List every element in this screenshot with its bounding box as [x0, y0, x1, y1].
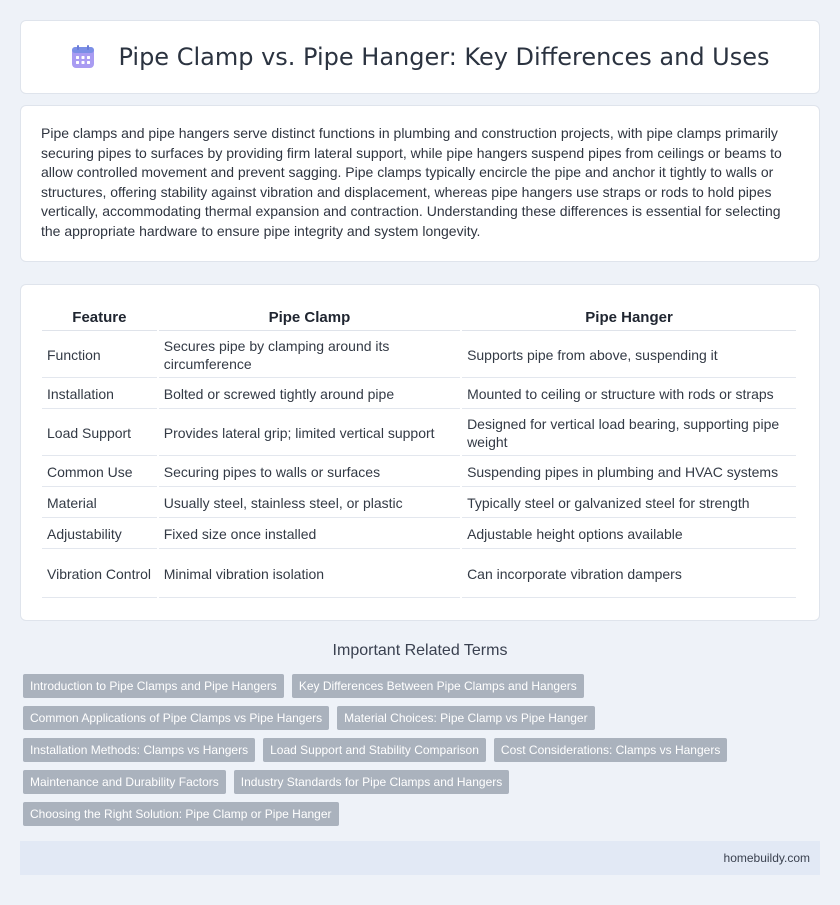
comparison-table [40, 303, 798, 600]
table-cell: Material [42, 489, 157, 518]
table-row [42, 333, 796, 378]
table-cell: Minimal vibration isolation [159, 551, 460, 598]
title-card [20, 20, 820, 94]
table-row [42, 458, 796, 487]
table-cell: Load Support [42, 411, 157, 456]
footer [20, 841, 820, 875]
related-terms-list [23, 674, 823, 834]
table-row [42, 380, 796, 409]
table-cell: Securing pipes to walls or surfaces [159, 458, 460, 487]
table-cell: Usually steel, stainless steel, or plastic [159, 489, 460, 518]
table-cell: Can incorporate vibration dampers [462, 551, 796, 598]
related-term-tag[interactable]: Common Applications of Pipe Clamps vs Pipe Hangers [23, 706, 329, 730]
table-cell: Bolted or screwed tightly around pipe [159, 380, 460, 409]
related-term-tag[interactable]: Introduction to Pipe Clamps and Pipe Hangers [23, 674, 284, 698]
header-pipe-hanger: Pipe Hanger [462, 305, 796, 331]
table-cell: Provides lateral grip; limited vertical support [159, 411, 460, 456]
table-cell: Mounted to ceiling or structure with rods or straps [462, 380, 796, 409]
header-pipe-clamp: Pipe Clamp [159, 305, 460, 331]
related-term-tag[interactable]: Choosing the Right Solution: Pipe Clamp or Pipe Hanger [23, 802, 339, 826]
table-cell: Supports pipe from above, suspending it [462, 333, 796, 378]
related-terms-title: Important Related Terms [332, 642, 508, 659]
page-title: Pipe Clamp vs. Pipe Hanger: Key Differences and Uses [118, 43, 770, 71]
related-term-tag[interactable]: Maintenance and Durability Factors [23, 770, 226, 794]
table-cell: Suspending pipes in plumbing and HVAC systems [462, 458, 796, 487]
related-term-tag[interactable]: Cost Considerations: Clamps vs Hangers [494, 738, 727, 762]
calendar-icon [70, 44, 96, 70]
table-cell: Function [42, 333, 157, 378]
table-row [42, 551, 796, 598]
header-feature: Feature [42, 305, 157, 331]
intro-paragraph: Pipe clamps and pipe hangers serve distinct functions in plumbing and construction projects, with pipe clamps primarily securing pipes to surfaces by providing firm lateral support, while pipe hangers suspend pipes from ceilings or beams to allow controlled movement and prevent sagging. Pipe clamps typically encircle the pipe and anchor it tightly to walls or structures, offering stability against vibration and displacement, whereas pipe hangers use straps or rods to hold pipes vertically, accommodating thermal expansion and contraction. Understanding these differences is essential for selecting the appropriate hardware to ensure pipe integrity and system longevity. [41, 125, 782, 239]
table-cell: Vibration Control [42, 551, 157, 598]
table-cell: Typically steel or galvanized steel for strength [462, 489, 796, 518]
table-row [42, 520, 796, 549]
related-term-tag[interactable]: Material Choices: Pipe Clamp vs Pipe Hanger [337, 706, 594, 730]
table-row [42, 489, 796, 518]
table-cell: Fixed size once installed [159, 520, 460, 549]
related-term-tag[interactable]: Key Differences Between Pipe Clamps and Hangers [292, 674, 584, 698]
related-term-tag[interactable]: Load Support and Stability Comparison [263, 738, 486, 762]
table-cell: Designed for vertical load bearing, supporting pipe weight [462, 411, 796, 456]
intro-card [20, 105, 820, 262]
table-cell: Installation [42, 380, 157, 409]
footer-site-link[interactable]: homebuildy.com [723, 851, 810, 865]
table-cell: Adjustable height options available [462, 520, 796, 549]
table-row [42, 411, 796, 456]
table-cell: Common Use [42, 458, 157, 487]
related-term-tag[interactable]: Industry Standards for Pipe Clamps and Hangers [234, 770, 509, 794]
table-cell: Adjustability [42, 520, 157, 549]
comparison-card [20, 284, 820, 621]
table-header-row [42, 305, 796, 331]
related-term-tag[interactable]: Installation Methods: Clamps vs Hangers [23, 738, 255, 762]
table-cell: Secures pipe by clamping around its circumference [159, 333, 460, 378]
